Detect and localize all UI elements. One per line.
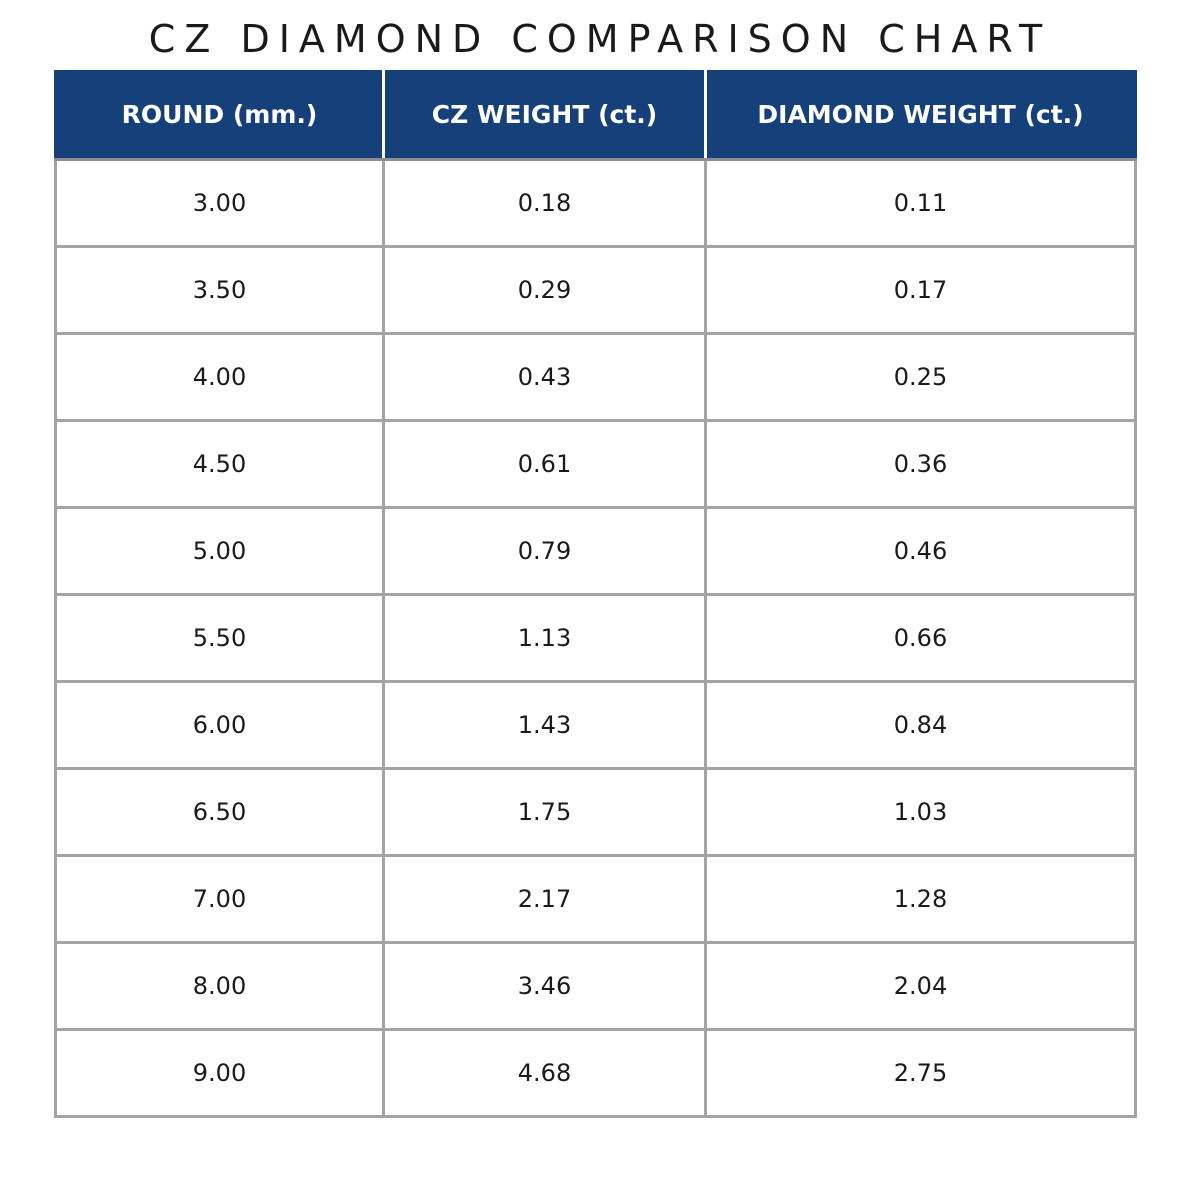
table-header-row bbox=[56, 70, 1136, 160]
cell-diamond-weight: 1.03 bbox=[706, 769, 1136, 856]
table-body bbox=[56, 160, 1136, 1117]
table-row bbox=[56, 247, 1136, 334]
table-row bbox=[56, 856, 1136, 943]
cell-diamond-weight: 0.36 bbox=[706, 421, 1136, 508]
column-header-round: ROUND (mm.) bbox=[56, 70, 384, 160]
cell-cz-weight: 0.79 bbox=[384, 508, 706, 595]
column-header-cz-weight: CZ WEIGHT (ct.) bbox=[384, 70, 706, 160]
cell-diamond-weight: 0.84 bbox=[706, 682, 1136, 769]
chart-title: CZ DIAMOND COMPARISON CHART bbox=[148, 17, 1052, 61]
cell-round-mm: 5.50 bbox=[56, 595, 384, 682]
cell-round-mm: 3.00 bbox=[56, 160, 384, 247]
table-row bbox=[56, 160, 1136, 247]
cell-round-mm: 6.50 bbox=[56, 769, 384, 856]
cell-diamond-weight: 0.66 bbox=[706, 595, 1136, 682]
cell-round-mm: 3.50 bbox=[56, 247, 384, 334]
cell-cz-weight: 2.17 bbox=[384, 856, 706, 943]
cell-round-mm: 7.00 bbox=[56, 856, 384, 943]
cell-diamond-weight: 2.04 bbox=[706, 943, 1136, 1030]
table-row bbox=[56, 421, 1136, 508]
table-row bbox=[56, 334, 1136, 421]
column-header-diamond-weight: DIAMOND WEIGHT (ct.) bbox=[706, 70, 1136, 160]
cell-cz-weight: 1.75 bbox=[384, 769, 706, 856]
cell-round-mm: 9.00 bbox=[56, 1030, 384, 1117]
cell-round-mm: 5.00 bbox=[56, 508, 384, 595]
table-row bbox=[56, 943, 1136, 1030]
table-row bbox=[56, 508, 1136, 595]
cell-cz-weight: 0.43 bbox=[384, 334, 706, 421]
cell-diamond-weight: 0.46 bbox=[706, 508, 1136, 595]
cell-diamond-weight: 0.11 bbox=[706, 160, 1136, 247]
cell-cz-weight: 0.29 bbox=[384, 247, 706, 334]
cell-round-mm: 8.00 bbox=[56, 943, 384, 1030]
table-row bbox=[56, 682, 1136, 769]
comparison-table-container bbox=[54, 70, 1134, 1118]
cell-cz-weight: 0.18 bbox=[384, 160, 706, 247]
cell-diamond-weight: 0.25 bbox=[706, 334, 1136, 421]
cell-cz-weight: 1.13 bbox=[384, 595, 706, 682]
cell-round-mm: 6.00 bbox=[56, 682, 384, 769]
cell-cz-weight: 1.43 bbox=[384, 682, 706, 769]
cell-round-mm: 4.00 bbox=[56, 334, 384, 421]
table-row bbox=[56, 595, 1136, 682]
cell-diamond-weight: 2.75 bbox=[706, 1030, 1136, 1117]
cell-diamond-weight: 1.28 bbox=[706, 856, 1136, 943]
table-row bbox=[56, 1030, 1136, 1117]
table-row bbox=[56, 769, 1136, 856]
cell-cz-weight: 3.46 bbox=[384, 943, 706, 1030]
cell-round-mm: 4.50 bbox=[56, 421, 384, 508]
cell-diamond-weight: 0.17 bbox=[706, 247, 1136, 334]
cell-cz-weight: 0.61 bbox=[384, 421, 706, 508]
cell-cz-weight: 4.68 bbox=[384, 1030, 706, 1117]
comparison-table bbox=[54, 70, 1137, 1118]
